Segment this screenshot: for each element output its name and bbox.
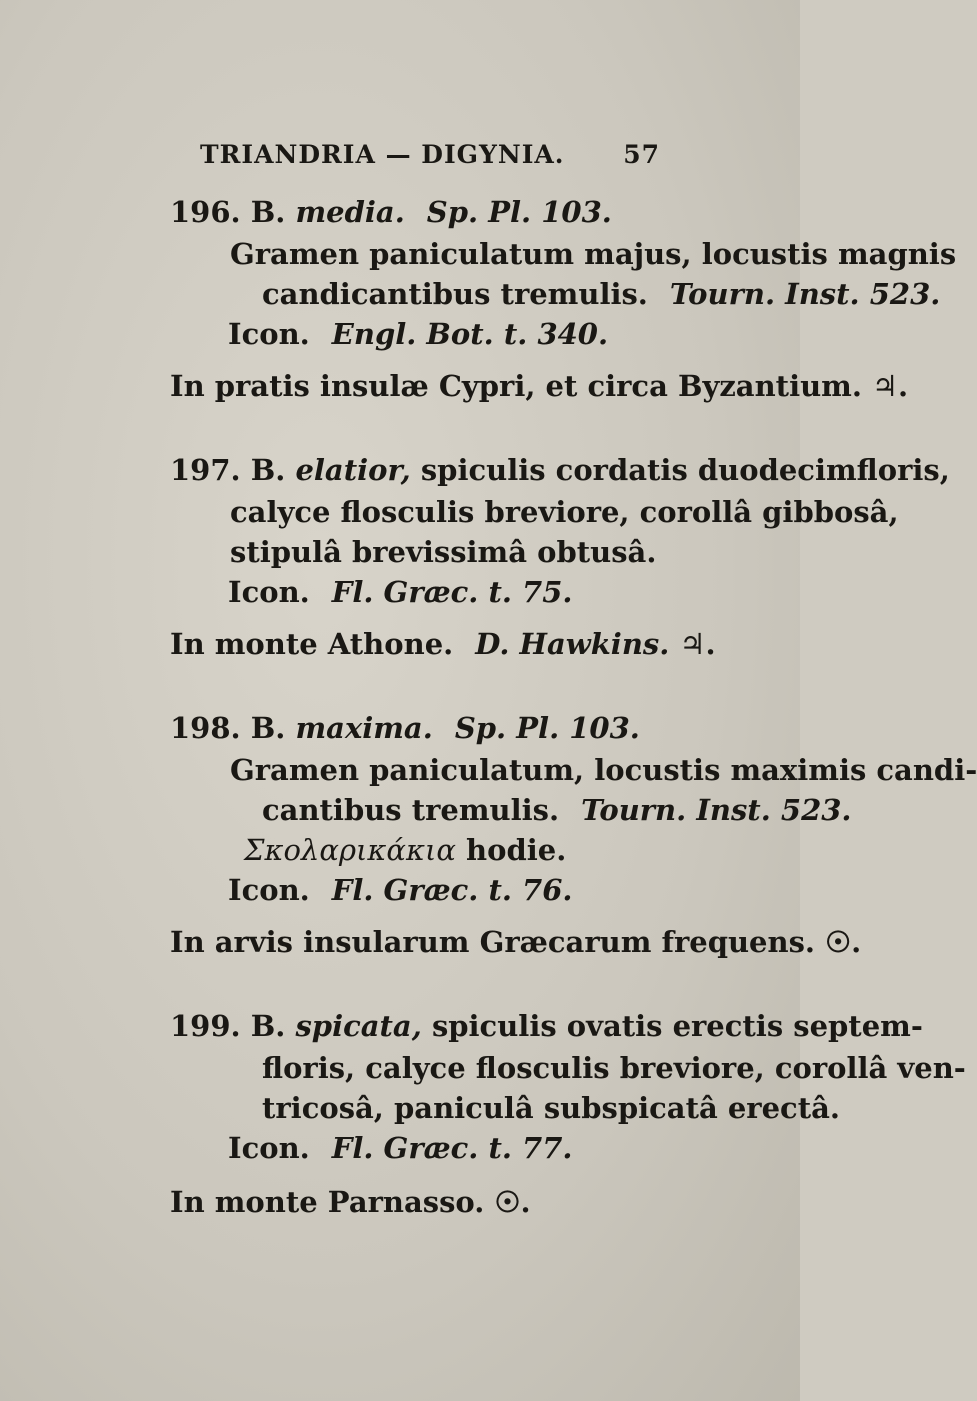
entry-199-icon (228, 1131, 573, 1165)
desc-text: cantibus tremulis. (262, 793, 560, 827)
desc-text: candicantibus tremulis. (262, 277, 648, 311)
entry-197-icon (228, 575, 573, 609)
desc-text: spiculis cordatis duodecimfloris, (420, 453, 950, 487)
citation: Tourn. Inst. 523. (669, 277, 941, 311)
icon-label: Icon. (228, 575, 310, 609)
entry-198-desc-2 (262, 793, 852, 827)
genus-abbrev: B. (250, 453, 286, 487)
entry-198-icon (228, 873, 573, 907)
entry-number: 197. (170, 453, 241, 487)
entry-197-heading (170, 453, 950, 487)
icon-label: Icon. (228, 873, 310, 907)
genus-abbrev: B. (250, 195, 286, 229)
entry-198-habitat: In arvis insularum Græcarum frequens. ☉. (170, 925, 862, 959)
entry-197-desc-2: stipulâ brevissimâ obtusâ. (230, 535, 657, 569)
icon-label: Icon. (228, 1131, 310, 1165)
vernacular-suffix: hodie. (466, 833, 567, 867)
entry-198-desc-1: Gramen paniculatum, locustis maximis candi- (230, 753, 977, 787)
entry-number: 198. (170, 711, 241, 745)
entry-196-heading (170, 195, 612, 229)
citation: Tourn. Inst. 523. (581, 793, 852, 827)
species-name: media. (295, 195, 405, 229)
icon-reference: Fl. Græc. t. 75. (331, 575, 573, 609)
greek-vernacular-name: Σκολαρικάκια (244, 833, 456, 867)
species-name: maxima. (295, 711, 433, 745)
habitat-text: In monte Athone. (170, 627, 454, 661)
species-reference: Sp. Pl. 103. (426, 195, 612, 229)
entry-199-habitat: In monte Parnasso. ☉. (170, 1185, 531, 1219)
entry-196-desc-2 (262, 277, 941, 311)
entry-197-desc-1: calyce flosculis breviore, corollâ gibbosâ, (230, 495, 899, 529)
lifeform-symbol: ♃. (679, 627, 716, 661)
entry-196-desc-1: Gramen paniculatum majus, locustis magnis (230, 237, 957, 271)
entry-199-desc-2: tricosâ, paniculâ subspicatâ erectâ. (262, 1091, 840, 1125)
header-title: TRIANDRIA — DIGYNIA. (200, 140, 565, 169)
icon-reference: Engl. Bot. t. 340. (331, 317, 609, 351)
species-name: spicata, (295, 1009, 422, 1043)
entry-198-vernacular (244, 833, 567, 867)
collector: D. Hawkins. (475, 627, 670, 661)
entry-197-habitat (170, 627, 716, 661)
entry-199-desc-1: floris, calyce flosculis breviore, corollâ ven- (262, 1051, 966, 1085)
entry-196-icon (228, 317, 609, 351)
genus-abbrev: B. (250, 1009, 286, 1043)
desc-text: spiculis ovatis erectis septem- (431, 1009, 923, 1043)
icon-reference: Fl. Græc. t. 76. (331, 873, 573, 907)
genus-abbrev: B. (250, 711, 286, 745)
entry-number: 199. (170, 1009, 241, 1043)
species-reference: Sp. Pl. 103. (454, 711, 640, 745)
species-name: elatior, (295, 453, 411, 487)
entry-number: 196. (170, 195, 241, 229)
entry-198-heading (170, 711, 640, 745)
entry-196-habitat: In pratis insulæ Cypri, et circa Byzantium. ♃. (170, 369, 909, 403)
page-number: 57 (623, 140, 660, 169)
running-header (200, 140, 660, 180)
entry-199-heading (170, 1009, 923, 1043)
icon-label: Icon. (228, 317, 310, 351)
icon-reference: Fl. Græc. t. 77. (331, 1131, 573, 1165)
